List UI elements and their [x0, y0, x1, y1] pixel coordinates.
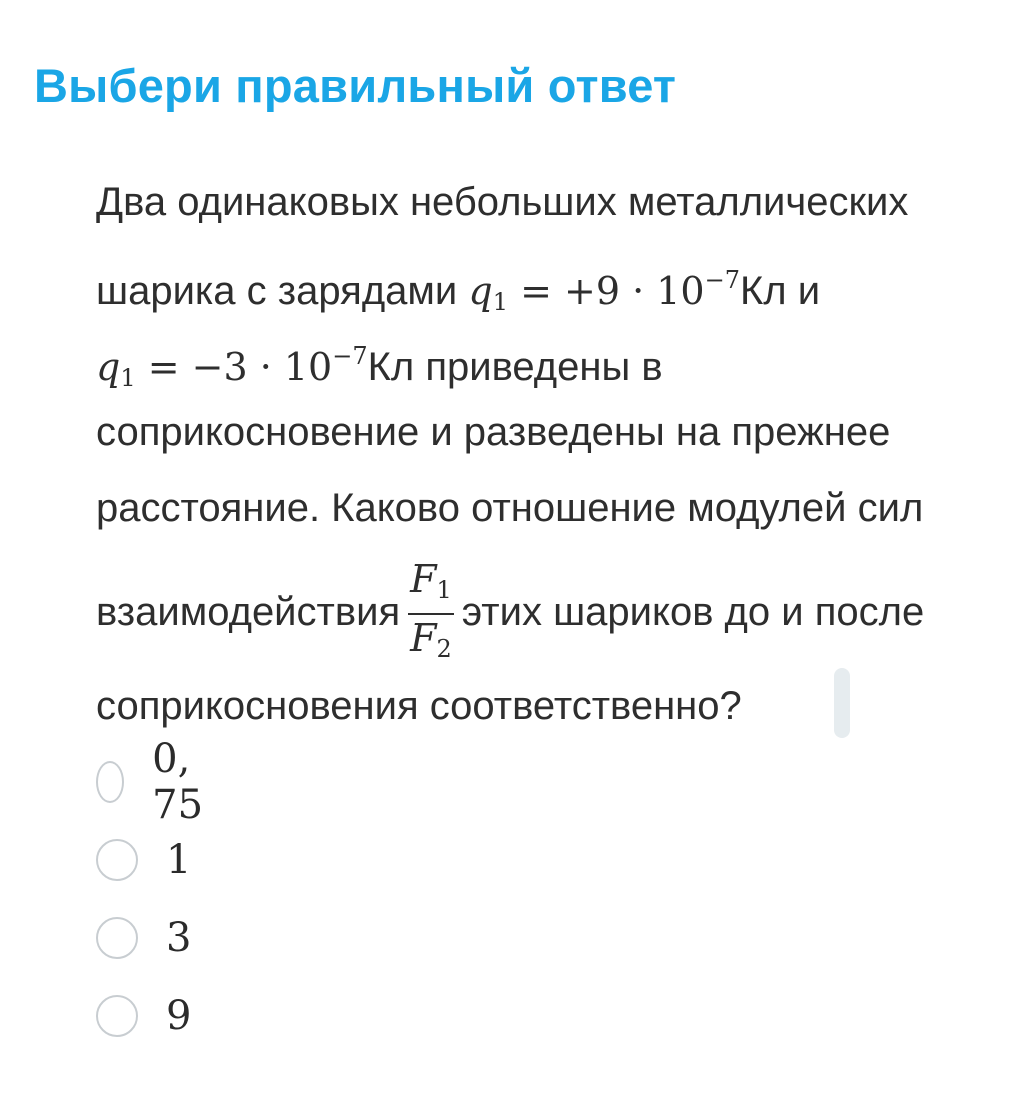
charge-q1-formula: [468, 266, 740, 316]
question-line-3-end: приведены в: [414, 345, 663, 389]
question-line-5: расстояние. Каково отношение модулей сил: [96, 486, 924, 530]
question-line-7: соприкосновения соответственно?: [96, 684, 742, 728]
answer-option-label: 0, 75: [152, 736, 204, 828]
answer-option-4[interactable]: [96, 990, 191, 1042]
answer-option-2[interactable]: [96, 834, 191, 886]
radio-button[interactable]: [96, 839, 138, 881]
answer-option-label: 9: [166, 993, 192, 1039]
page-title: Выбери правильный ответ: [34, 59, 677, 112]
answer-option-label: 3: [166, 915, 192, 961]
q2-value: = −3 · 10: [135, 345, 333, 389]
q1-value: = +9 · 10: [507, 269, 705, 313]
question-line-1: Два одинаковых небольших металлических: [96, 180, 909, 224]
question-line-2: [96, 252, 820, 330]
scroll-handle[interactable]: [834, 668, 850, 738]
radio-button[interactable]: [96, 761, 124, 803]
q1-symbol: q: [468, 269, 493, 313]
question-line-6: [96, 556, 924, 672]
question-line-2-end: и: [786, 269, 821, 313]
fraction-numerator: $F_1$: [408, 556, 454, 615]
q1-exponent: −7: [704, 266, 740, 294]
answer-option-label: 1: [166, 837, 192, 883]
question-line-2-text: шарика с зарядами: [96, 269, 469, 313]
question-line-6-text: взаимодействия: [96, 590, 401, 634]
q2-exponent: −7: [332, 342, 368, 370]
charge-q2-formula: [96, 342, 368, 392]
q1-unit: Кл: [739, 269, 787, 313]
fraction-denominator: $F_2$: [410, 616, 452, 664]
radio-button[interactable]: [96, 917, 138, 959]
question-line-4: соприкосновение и разведены на прежнее: [96, 410, 891, 454]
force-ratio-fraction: [408, 556, 454, 672]
question-line-6-end: этих шариков до и после: [461, 590, 925, 634]
answer-option-1[interactable]: [96, 736, 217, 828]
question-line-3: [96, 328, 663, 406]
q2-unit: Кл: [367, 345, 415, 389]
q1-subscript: 1: [492, 288, 508, 316]
q2-symbol: q: [96, 345, 121, 389]
answer-option-3[interactable]: [96, 912, 191, 964]
q2-subscript: 1: [120, 364, 136, 392]
radio-button[interactable]: [96, 995, 138, 1037]
